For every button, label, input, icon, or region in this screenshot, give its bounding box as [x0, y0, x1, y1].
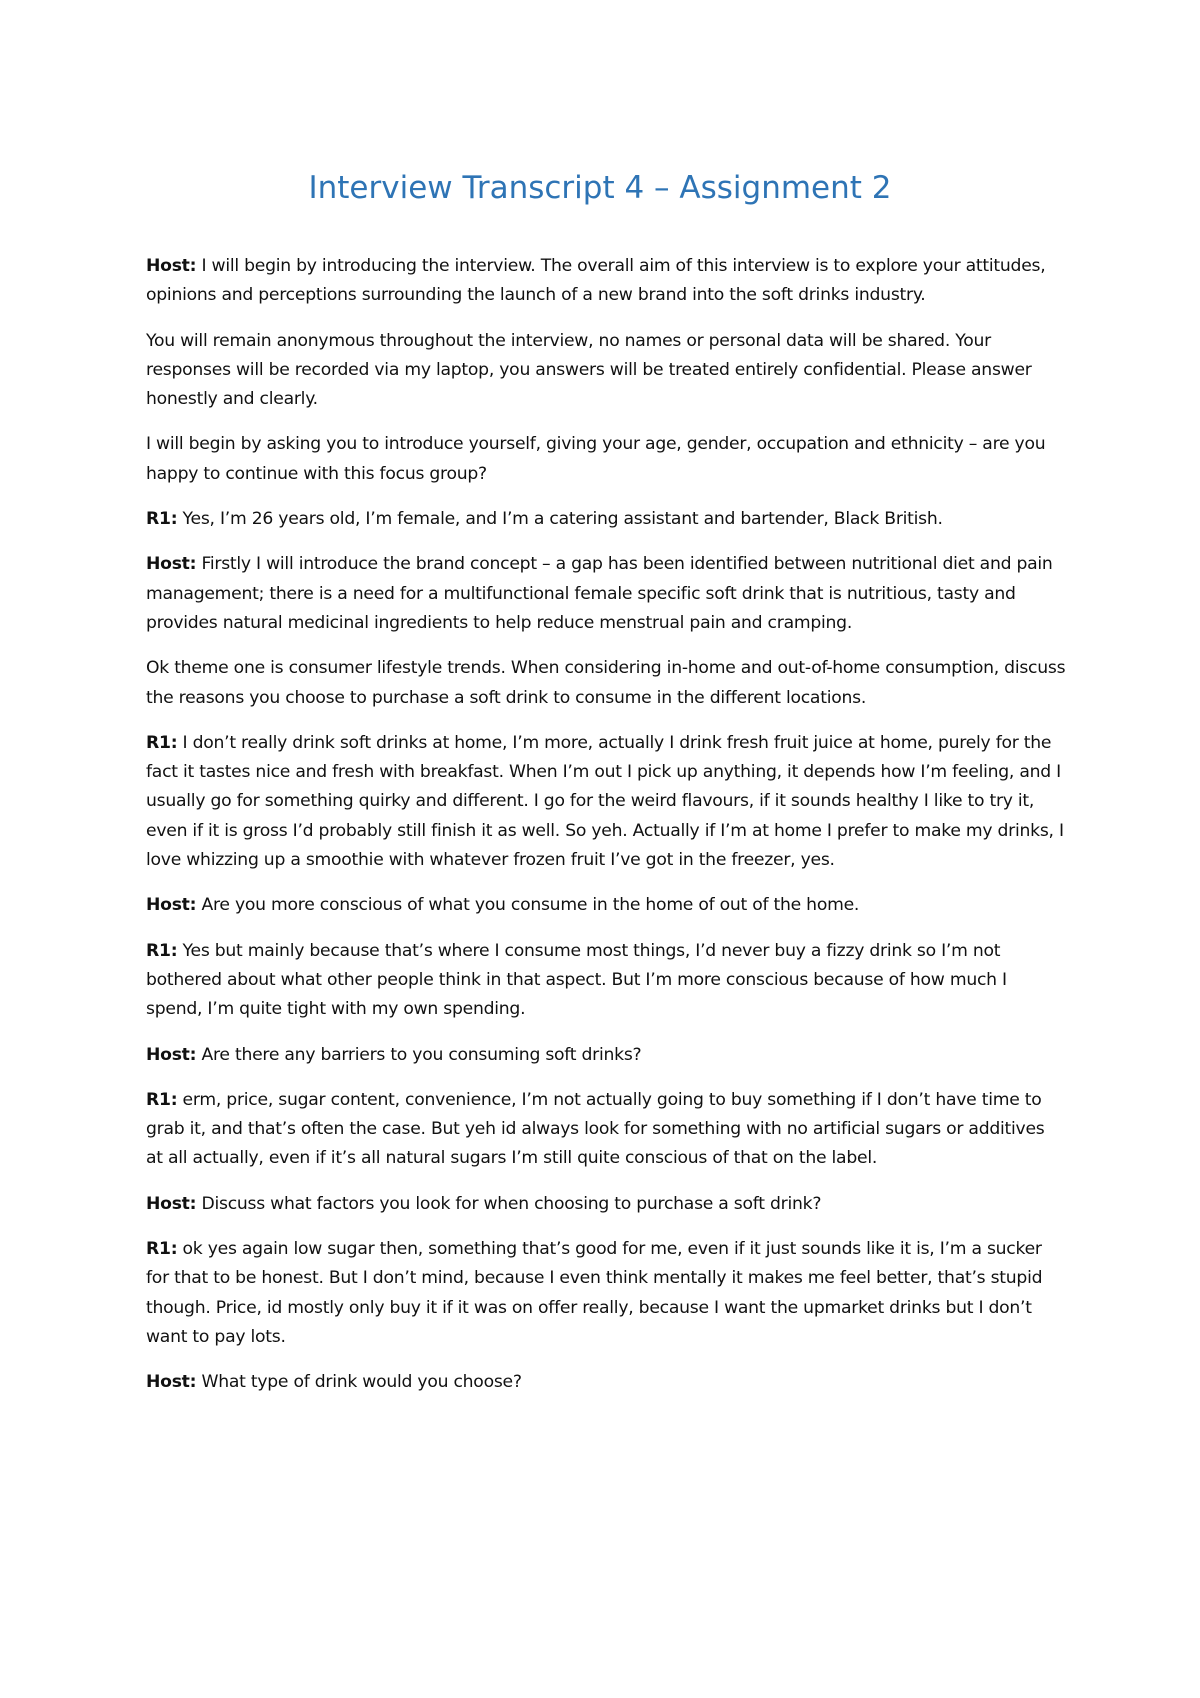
speaker-label: R1: — [146, 732, 178, 753]
paragraph-text: You will remain anonymous throughout the interview, no names or personal data will be shared. Your responses will be recorded via my laptop, you answers will be treated entirely confidential. Please answer honestly and clearly. — [146, 330, 1032, 410]
transcript-paragraph — [146, 1235, 1066, 1352]
paragraph-text: erm, price, sugar content, convenience, I’m not actually going to buy something if I don’t have time to grab it, and that’s often the case. But yeh id always look for something with no artificial sugars or additives at all actually, even if it’s all natural sugars I’m still quite conscious of that on the label. — [146, 1089, 1045, 1169]
paragraph-text: ok yes again low sugar then, something that’s good for me, even if it just sounds like it is, I’m a sucker for that to be honest. But I don’t mind, because I even think mentally it makes me feel better, that’s stupid though. Price, id mostly only buy it if it was on offer really, because I want the upmarket drinks but I don’t want to pay lots. — [146, 1239, 1043, 1347]
transcript-paragraph — [146, 430, 1066, 489]
speaker-label: R1: — [146, 940, 178, 961]
transcript-paragraph — [146, 327, 1066, 415]
paragraph-text: Ok theme one is consumer lifestyle trends. When considering in-home and out-of-home consumption, discuss the reasons you choose to purchase a soft drink to consume in the different locations. — [146, 658, 1066, 708]
paragraph-text: I will begin by introducing the interview. The overall aim of this interview is to explore your attitudes, opinions and perceptions surrounding the launch of a new brand into the soft drinks industry. — [146, 256, 1046, 306]
transcript-paragraph — [146, 550, 1066, 638]
paragraph-text: Are there any barriers to you consuming soft drinks? — [196, 1044, 642, 1065]
transcript-paragraph — [146, 505, 1066, 534]
speaker-label: Host: — [146, 256, 197, 276]
paragraph-text: Are you more conscious of what you consume in the home of out of the home. — [196, 895, 860, 916]
transcript-paragraph — [146, 1368, 1066, 1397]
speaker-label: R1: — [146, 1239, 178, 1260]
transcript-body — [146, 252, 1066, 1414]
transcript-paragraph — [146, 1086, 1066, 1174]
page-title: Interview Transcript 4 – Assignment 2 — [308, 170, 892, 206]
transcript-paragraph — [146, 891, 1066, 920]
speaker-label: Host: — [146, 1372, 197, 1393]
transcript-paragraph — [146, 654, 1066, 713]
transcript-paragraph — [146, 1041, 1066, 1070]
speaker-label: Host: — [146, 895, 197, 916]
paragraph-text: I will begin by asking you to introduce yourself, giving your age, gender, occupation and ethnicity – are you happy to continue with this focus group? — [146, 434, 1046, 484]
speaker-label: Host: — [146, 554, 197, 575]
transcript-paragraph — [146, 252, 1066, 311]
speaker-label: R1: — [146, 509, 178, 530]
speaker-label: Host: — [146, 1044, 197, 1065]
transcript-paragraph — [146, 1190, 1066, 1219]
speaker-label: Host: — [146, 1193, 197, 1214]
transcript-paragraph — [146, 729, 1066, 875]
paragraph-text: Yes but mainly because that’s where I consume most things, I’d never buy a fizzy drink so I’m not bothered about what other people think in that aspect. But I’m more conscious because of how much I spend, I’m quite tight with my own spending. — [146, 940, 1007, 1020]
paragraph-text: What type of drink would you choose? — [196, 1372, 522, 1393]
speaker-label: R1: — [146, 1089, 178, 1110]
paragraph-text: Yes, I’m 26 years old, I’m female, and I’m a catering assistant and bartender, Black British. — [177, 509, 943, 530]
paragraph-text: Firstly I will introduce the brand concept – a gap has been identified between nutritional diet and pain management; there is a need for a multifunctional female specific soft drink that is nutritious, tasty and provides natural medicinal ingredients to help reduce menstrual pain and cramping. — [146, 554, 1053, 633]
transcript-paragraph — [146, 937, 1066, 1025]
paragraph-text: Discuss what factors you look for when choosing to purchase a soft drink? — [196, 1193, 822, 1214]
paragraph-text: I don’t really drink soft drinks at home, I’m more, actually I drink fresh fruit juice at home, purely for the fact it tastes nice and fresh with breakfast. When I’m out I pick up anything, it depends how I’m feeling, and I usually go for something quirky and different. I go for the weird flavours, if it sounds healthy I like to try it, even if it is gross I’d probably still finish it as well. So yeh. Actually if I’m at home I prefer to make my drinks, I love whizzing up a smoothie with whatever frozen fruit I’ve got in the freezer, yes. — [146, 732, 1064, 871]
